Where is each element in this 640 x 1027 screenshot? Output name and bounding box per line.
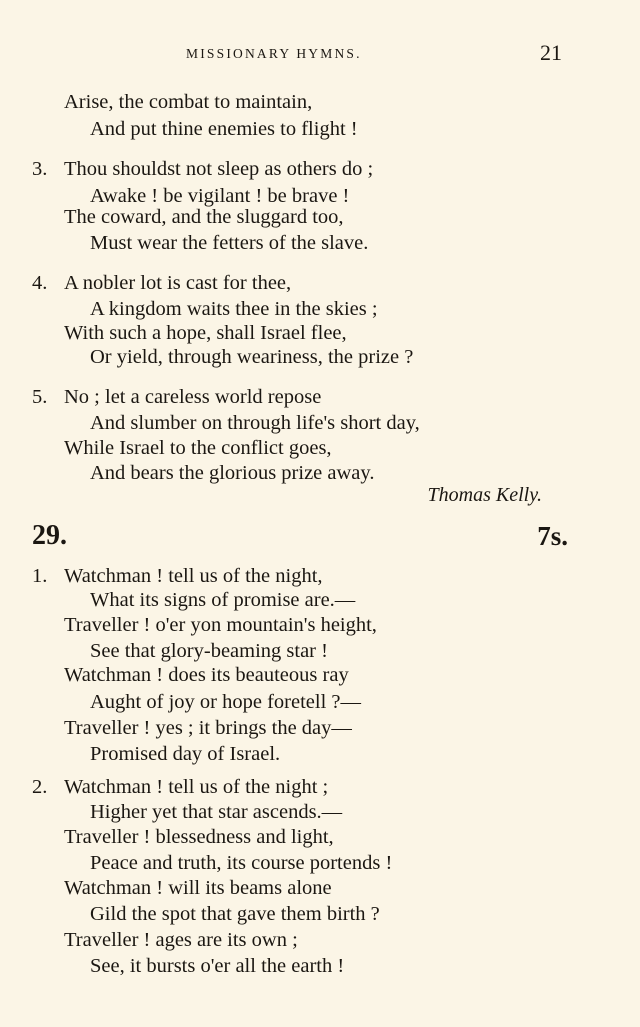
verse-line: Traveller ! yes ; it brings the day—: [64, 717, 352, 739]
verse-line: And bears the glorious prize away.: [90, 462, 375, 484]
verse-line: And slumber on through life's short day,: [90, 412, 420, 434]
stanza-number: 4.: [32, 272, 48, 294]
verse-line: Must wear the fetters of the slave.: [90, 232, 369, 254]
stanza-4-line-1: 4. A nobler lot is cast for thee,: [32, 272, 292, 294]
verse-line: Traveller ! ages are its own ;: [64, 929, 298, 951]
verse-line: Peace and truth, its course portends !: [90, 852, 393, 874]
verse-line: See, it bursts o'er all the earth !: [90, 955, 345, 977]
stanza-number: 1.: [32, 565, 48, 587]
verse-line: While Israel to the conflict goes,: [64, 437, 332, 459]
stanza-5-line-1: 5. No ; let a careless world repose: [32, 386, 322, 408]
verse-line: What its signs of promise are.—: [90, 589, 356, 611]
verse-line: Arise, the combat to maintain,: [64, 91, 313, 113]
verse-line: Awake ! be vigilant ! be brave !: [90, 185, 350, 207]
hymn29-stanza-1-line-1: 1. Watchman ! tell us of the night,: [32, 565, 323, 587]
hymn-number: 29.: [32, 520, 67, 551]
verse-line: The coward, and the sluggard too,: [64, 206, 344, 228]
verse-line: A kingdom waits thee in the skies ;: [90, 298, 378, 320]
verse-line: Promised day of Israel.: [90, 743, 281, 765]
verse-line: See that glory-beaming star !: [90, 640, 328, 662]
verse-line: And put thine enemies to flight !: [90, 118, 358, 140]
verse-line: Watchman ! will its beams alone: [64, 877, 332, 899]
running-head: [0, 40, 640, 70]
verse-line: With such a hope, shall Israel flee,: [64, 322, 347, 344]
verse-line: Traveller ! blessedness and light,: [64, 826, 334, 848]
verse-line: Traveller ! o'er yon mountain's height,: [64, 614, 377, 636]
stanza-number: 2.: [32, 776, 48, 798]
stanza-number: 5.: [32, 386, 48, 408]
hymn29-stanza-2-line-1: 2. Watchman ! tell us of the night ;: [32, 776, 329, 798]
verse-line: Aught of joy or hope foretell ?—: [90, 691, 361, 713]
stanza-3-line-1: 3. Thou shouldst not sleep as others do ;: [32, 158, 374, 180]
verse-line: Higher yet that star ascends.—: [90, 801, 343, 823]
verse-line: Or yield, through weariness, the prize ?: [90, 346, 414, 368]
verse-line: Watchman ! does its beauteous ray: [64, 664, 349, 686]
author-attribution: Thomas Kelly.: [427, 484, 542, 506]
page-number: 21: [540, 40, 562, 65]
running-title: MISSIONARY HYMNS.: [186, 46, 362, 61]
hymn-meter: 7s.: [537, 521, 568, 551]
verse-line: Gild the spot that gave them birth ?: [90, 903, 380, 925]
stanza-number: 3.: [32, 158, 48, 180]
